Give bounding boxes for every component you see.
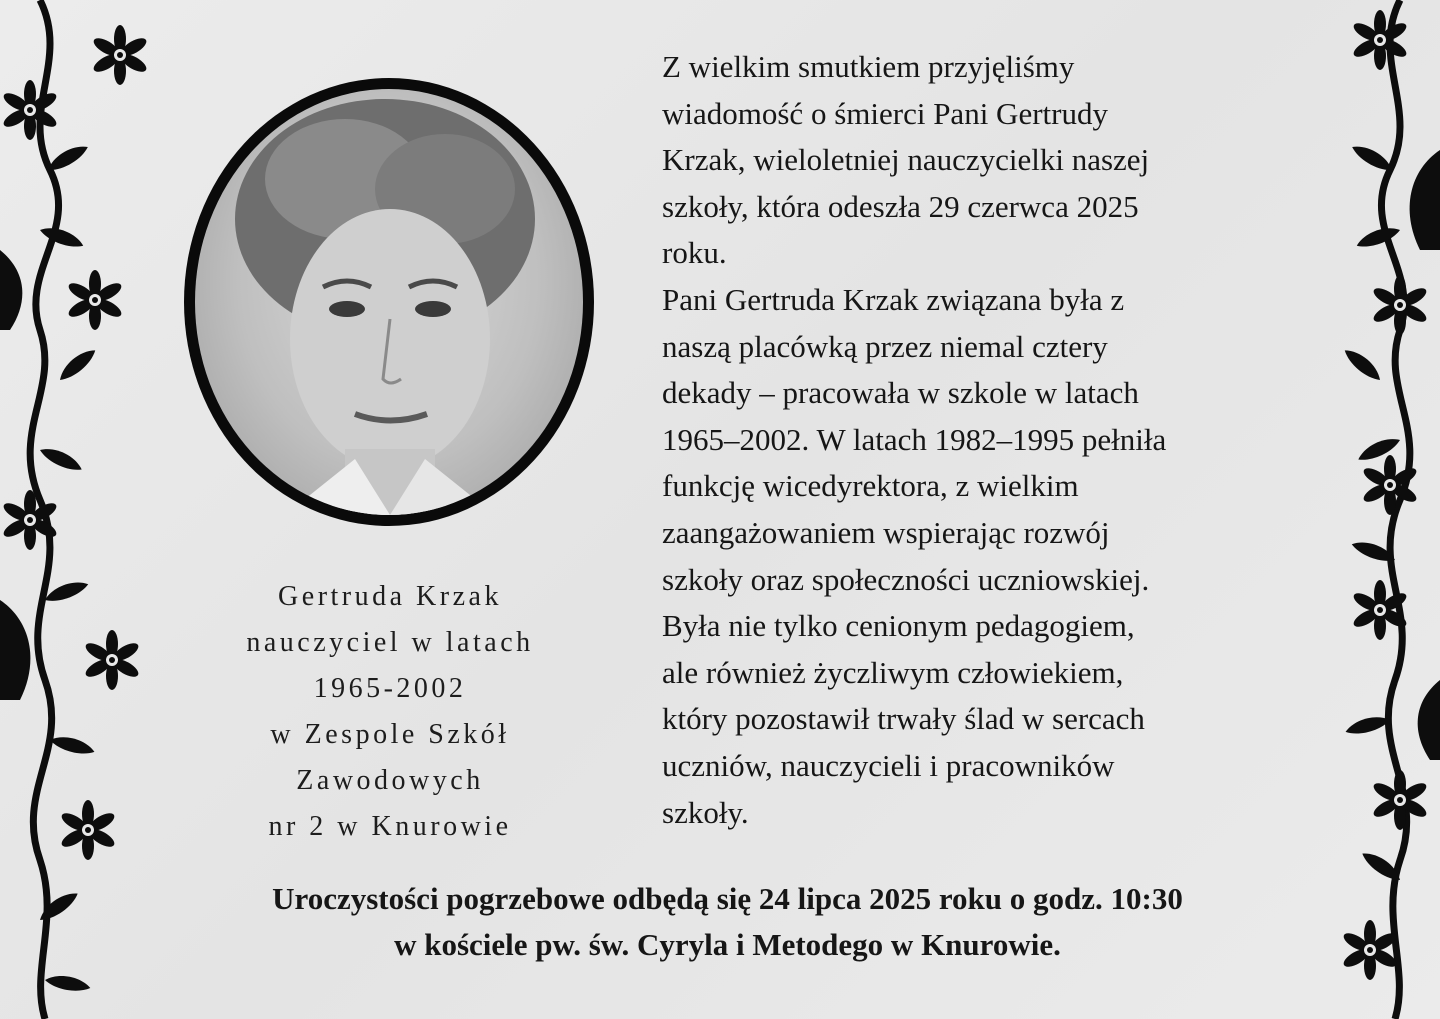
portrait-frame xyxy=(184,78,594,526)
body-line: szkoły, która odeszła 29 czerwca 2025 xyxy=(662,188,1139,224)
body-line: który pozostawił trwały ślad w sercach xyxy=(662,701,1145,737)
body-line: wiadomość o śmierci Pani Gertrudy xyxy=(662,95,1108,131)
body-line: funkcję wicedyrektora, z wielkim xyxy=(662,468,1079,504)
footer-line: w kościele pw. św. Cyryla i Metodego w Knurowie. xyxy=(394,927,1061,962)
obituary-text xyxy=(662,44,1302,836)
body-line: roku. xyxy=(662,235,727,271)
floral-border-right-icon xyxy=(1280,0,1440,1019)
portrait-photo-icon xyxy=(195,89,583,515)
caption-line: nr 2 w Knurowie xyxy=(268,811,512,842)
caption-line: nauczyciel w latach xyxy=(246,627,534,658)
body-line: ale również życzliwym człowiekiem, xyxy=(662,654,1124,690)
portrait-caption xyxy=(180,574,600,850)
body-line: Była nie tylko cenionym pedagogiem, xyxy=(662,608,1135,644)
caption-line: 1965-2002 xyxy=(313,673,467,704)
caption-line: w Zespole Szkół xyxy=(270,719,510,750)
body-line: naszą placówką przez niemal cztery xyxy=(662,328,1108,364)
caption-line: Zawodowych xyxy=(296,765,484,796)
footer-line: Uroczystości pogrzebowe odbędą się 24 lipca 2025 roku o godz. 10:30 xyxy=(272,881,1183,916)
floral-border-left-icon xyxy=(0,0,160,1019)
body-line: Z wielkim smutkiem przyjęliśmy xyxy=(662,49,1075,84)
body-line: szkoły. xyxy=(662,794,749,830)
portrait-photo xyxy=(195,89,583,515)
body-line: zaangażowaniem wspierając rozwój xyxy=(662,514,1110,550)
funeral-announcement xyxy=(160,876,1295,968)
body-line: uczniów, nauczycieli i pracowników xyxy=(662,747,1115,783)
body-line: szkoły oraz społeczności uczniowskiej. xyxy=(662,561,1150,597)
body-line: 1965–2002. W latach 1982–1995 pełniła xyxy=(662,421,1167,457)
caption-line: Gertruda Krzak xyxy=(278,581,502,612)
body-line: Krzak, wieloletniej nauczycielki naszej xyxy=(662,142,1150,178)
body-line: dekady – pracowała w szkole w latach xyxy=(662,375,1139,411)
body-line: Pani Gertruda Krzak związana była z xyxy=(662,281,1125,317)
